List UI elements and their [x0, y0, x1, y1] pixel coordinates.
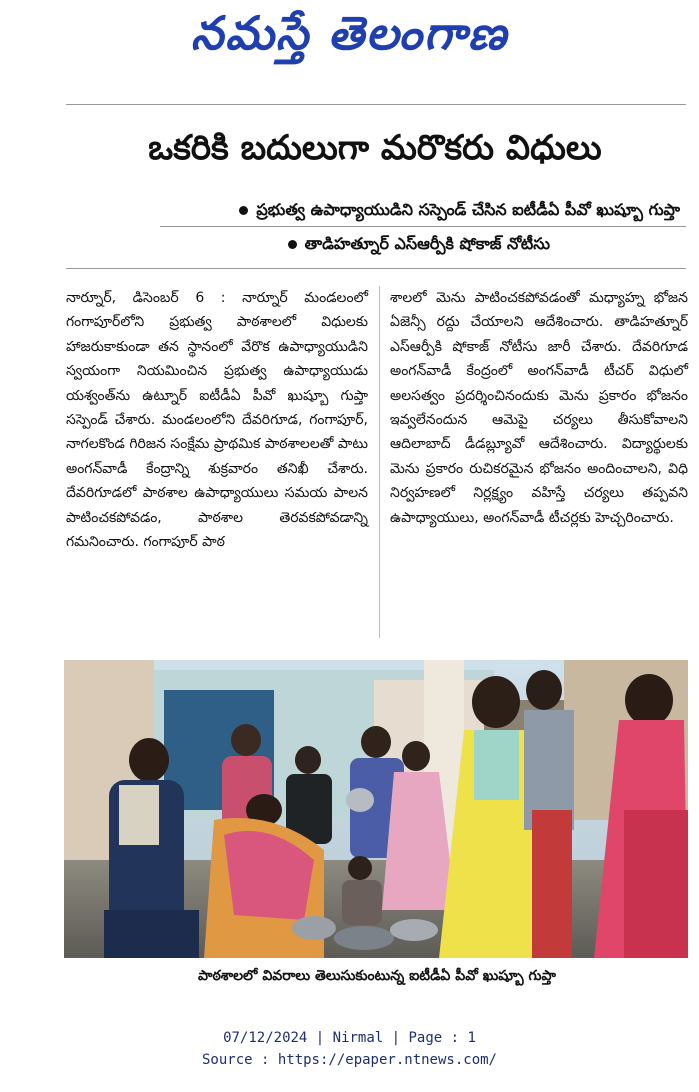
news-photo-illustration	[64, 660, 688, 958]
subhead-divider	[160, 226, 686, 227]
masthead-rule	[66, 104, 686, 105]
article-column-right: శాలలో మెను పాటించకపోవడంతో మధ్యాహ్న భోజన ఏజెన్సీ రద్దు చేయాలని ఆదేశించారు. తాడిహత్నూర్ ఎస్ఆర్పీకి షోకాజ్ నోటీసు జారీ చేశారు. దేవరిగూడ అంగన్‌వాడీ కేంద్రంలో అంగన్‌వాడీ టీచర్ విధులో అలసత్వం ప్రదర్శించినందుకు మెను ప్రకారం భోజనం ఇవ్వలేనందున ఆమెపై చర్యలు తీసుకోవాలని ఆదిలాబాద్ డీడబ్ల్యూవో ఆదేశించారు. విద్యార్థులకు మెను ప్రకారం రుచికరమైన భోజనం అందించాలని, విధి నిర్వహణలో నిర్లక్ష్యం వహిస్తే చర్యలు తప్పవని ఉపాధ్యాయులు, అంగన్‌వాడీ టీచర్లకు హెచ్చరించారు.	[390, 290, 688, 526]
subhead-1-text: ప్రభుత్వ ఉపాధ్యాయుడిని సస్పెండ్ చేసిన ఐటీడీఏ పీవో ఖుష్బూ గుప్తా	[256, 200, 680, 219]
masthead: నమస్తే తెలంగాణ	[190, 6, 509, 60]
footer-date-edition: 07/12/2024 | Nirmal | Page : 1	[223, 1030, 476, 1046]
news-photo	[64, 660, 688, 958]
bullet-icon	[239, 206, 248, 215]
subhead-2-text: తాడిహత్నూర్ ఎస్ఆర్పీకి షోకాజ్ నోటీసు	[304, 234, 550, 253]
subhead-1	[100, 200, 680, 223]
photo-caption: పాఠశాలలో వివరాలు తెలుసుకుంటున్న ఐటీడీఏ పీవో ఖుష్బూ గుప్తా	[198, 968, 556, 984]
column-divider	[379, 286, 380, 638]
article-column-left: నార్నూర్, డిసెంబర్ 6 : నార్నూర్ మండలంలో గంగాపూర్‌లోని ప్రభుత్వ పాఠశాలలో విధులకు హాజరుకాకుండా తన స్థానంలో వేరొక ఉపాధ్యాయుడిని స్వయంగా నియమించిన ప్రభుత్వ ఉపాధ్యాయుడు యశ్వంత్‌ను ఉట్నూర్ ఐటీడీఏ పీవో ఖుష్బూ గుప్తా సస్పెండ్ చేశారు. మండలంలోని దేవరిగూడ, గంగాపూర్, నాగలకొండ గిరిజన సంక్షేమ ప్రాథమిక పాఠశాలలతో పాటు అంగన్‌వాడీ కేంద్రాన్ని శుక్రవారం తనిఖీ చేశారు. దేవరిగూడలో పాఠశాల ఉపాధ్యాయులు సమయ పాలన పాటించకపోవడం, పాఠశాల తెరవకపోవడాన్ని గమనించారు. గంగాపూర్ పాఠ	[66, 290, 368, 551]
subhead-2	[160, 234, 550, 257]
bullet-icon	[288, 240, 297, 249]
footer-source: Source : https://epaper.ntnews.com/	[201, 1052, 497, 1068]
subhead-rule	[66, 268, 686, 269]
headline: ఒకరికి బదులుగా మరొకరు విధులు	[148, 128, 602, 168]
